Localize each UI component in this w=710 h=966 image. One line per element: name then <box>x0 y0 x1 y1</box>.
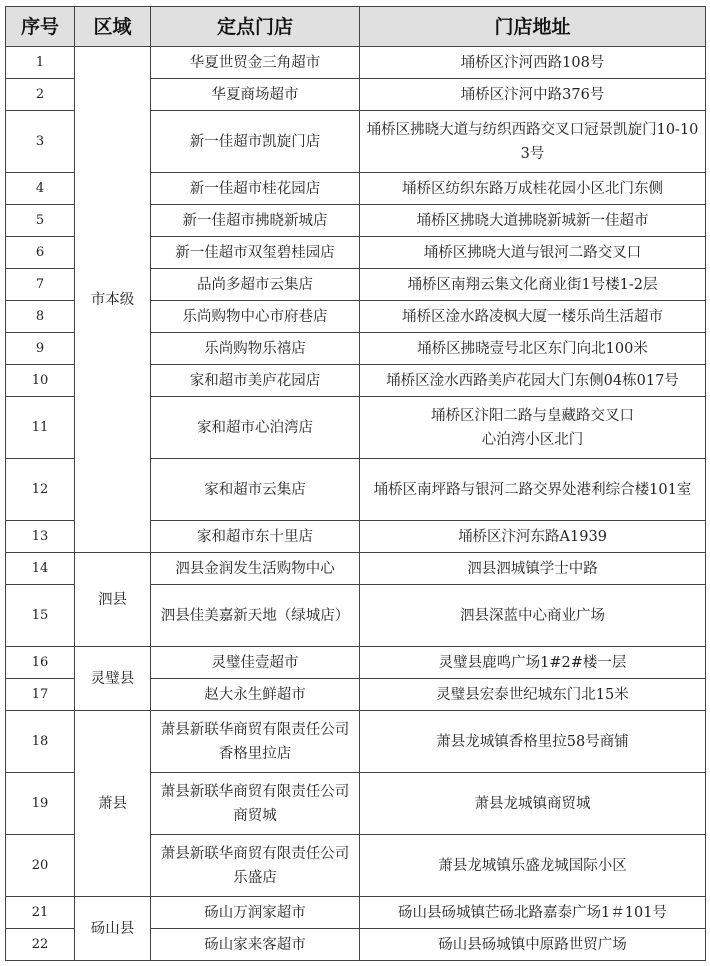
store-table <box>5 6 706 961</box>
header-row <box>6 7 706 47</box>
store-name: 家和超市美庐花园店 <box>151 365 360 397</box>
store-address: 埇桥区淦水西路美庐花园大门东侧04栋017号 <box>360 365 706 397</box>
store-name: 萧县新联华商贸有限责任公司商贸城 <box>151 773 360 835</box>
store-address-line2: 心泊湾小区北门 <box>481 431 584 448</box>
row-number: 11 <box>6 397 75 459</box>
store-address: 埇桥区南翔云集文化商业街1号楼1-2层 <box>360 269 706 301</box>
row-number: 9 <box>6 333 75 365</box>
store-address: 埇桥区拂晓大道与银河二路交叉口 <box>360 237 706 269</box>
row-number: 19 <box>6 773 75 835</box>
table-row <box>6 47 706 79</box>
header-region: 区域 <box>75 7 151 47</box>
store-address: 萧县龙城镇香格里拉58号商铺 <box>360 711 706 773</box>
table-row <box>6 897 706 929</box>
row-number: 17 <box>6 679 75 711</box>
row-number: 2 <box>6 79 75 111</box>
store-address: 埇桥区汴河东路A1939 <box>360 521 706 553</box>
row-number: 18 <box>6 711 75 773</box>
region-cell: 砀山县 <box>75 897 151 961</box>
store-address: 埇桥区汴河西路108号 <box>360 47 706 79</box>
row-number: 14 <box>6 553 75 585</box>
store-address <box>360 397 706 459</box>
store-address: 埇桥区汴河中路376号 <box>360 79 706 111</box>
header-address: 门店地址 <box>360 7 706 47</box>
row-number: 13 <box>6 521 75 553</box>
row-number: 3 <box>6 111 75 173</box>
store-name: 华夏世贸金三角超市 <box>151 47 360 79</box>
store-name: 新一佳超市桂花园店 <box>151 173 360 205</box>
store-address: 埇桥区拂晓壹号北区东门向北100米 <box>360 333 706 365</box>
store-name: 家和超市云集店 <box>151 459 360 521</box>
table-row <box>6 647 706 679</box>
row-number: 21 <box>6 897 75 929</box>
row-number: 8 <box>6 301 75 333</box>
store-address: 萧县龙城镇商贸城 <box>360 773 706 835</box>
store-name: 泗县佳美嘉新天地（绿城店） <box>151 585 360 647</box>
row-number: 22 <box>6 929 75 961</box>
store-address: 灵璧县鹿鸣广场1#2#楼一层 <box>360 647 706 679</box>
row-number: 12 <box>6 459 75 521</box>
store-address: 砀山县砀城镇芒砀北路嘉泰广场1＃101号 <box>360 897 706 929</box>
store-name: 华夏商场超市 <box>151 79 360 111</box>
store-name: 萧县新联华商贸有限责任公司香格里拉店 <box>151 711 360 773</box>
header-store: 定点门店 <box>151 7 360 47</box>
store-name: 砀山家来客超市 <box>151 929 360 961</box>
store-name: 灵璧佳壹超市 <box>151 647 360 679</box>
table-row <box>6 553 706 585</box>
store-name: 品尚多超市云集店 <box>151 269 360 301</box>
store-name: 新一佳超市双玺碧桂园店 <box>151 237 360 269</box>
table-row <box>6 711 706 773</box>
store-address: 埇桥区纺织东路万成桂花园小区北门东侧 <box>360 173 706 205</box>
store-name: 泗县金润发生活购物中心 <box>151 553 360 585</box>
row-number: 20 <box>6 835 75 897</box>
store-address: 埇桥区淦水路凌枫大厦一楼乐尚生活超市 <box>360 301 706 333</box>
store-address-line1: 埇桥区汴阳二路与皇藏路交叉口 <box>431 407 634 424</box>
store-name: 家和超市心泊湾店 <box>151 397 360 459</box>
row-number: 7 <box>6 269 75 301</box>
store-address: 泗县泗城镇学士中路 <box>360 553 706 585</box>
row-number: 6 <box>6 237 75 269</box>
store-name: 新一佳超市凯旋门店 <box>151 111 360 173</box>
store-address: 砀山县砀城镇中原路世贸广场 <box>360 929 706 961</box>
store-address: 埇桥区南坪路与银河二路交界处港利综合楼101室 <box>360 459 706 521</box>
store-name: 新一佳超市拂晓新城店 <box>151 205 360 237</box>
row-number: 1 <box>6 47 75 79</box>
header-seq: 序号 <box>6 7 75 47</box>
row-number: 16 <box>6 647 75 679</box>
store-name: 乐尚购物中心市府巷店 <box>151 301 360 333</box>
store-name: 乐尚购物乐禧店 <box>151 333 360 365</box>
region-cell: 泗县 <box>75 553 151 647</box>
region-cell: 市本级 <box>75 47 151 553</box>
row-number: 4 <box>6 173 75 205</box>
row-number: 10 <box>6 365 75 397</box>
row-number: 15 <box>6 585 75 647</box>
store-address: 埇桥区拂晓大道与纺织西路交叉口冠景凯旋门10-103号 <box>360 111 706 173</box>
store-address: 灵璧县宏泰世纪城东门北15米 <box>360 679 706 711</box>
store-address: 萧县龙城镇乐盛龙城国际小区 <box>360 835 706 897</box>
store-address: 埇桥区拂晓大道拂晓新城新一佳超市 <box>360 205 706 237</box>
row-number: 5 <box>6 205 75 237</box>
region-cell: 灵璧县 <box>75 647 151 711</box>
store-name: 赵大永生鲜超市 <box>151 679 360 711</box>
store-name: 萧县新联华商贸有限责任公司乐盛店 <box>151 835 360 897</box>
store-address: 泗县深蓝中心商业广场 <box>360 585 706 647</box>
region-cell: 萧县 <box>75 711 151 897</box>
store-name: 砀山万润家超市 <box>151 897 360 929</box>
store-name: 家和超市东十里店 <box>151 521 360 553</box>
